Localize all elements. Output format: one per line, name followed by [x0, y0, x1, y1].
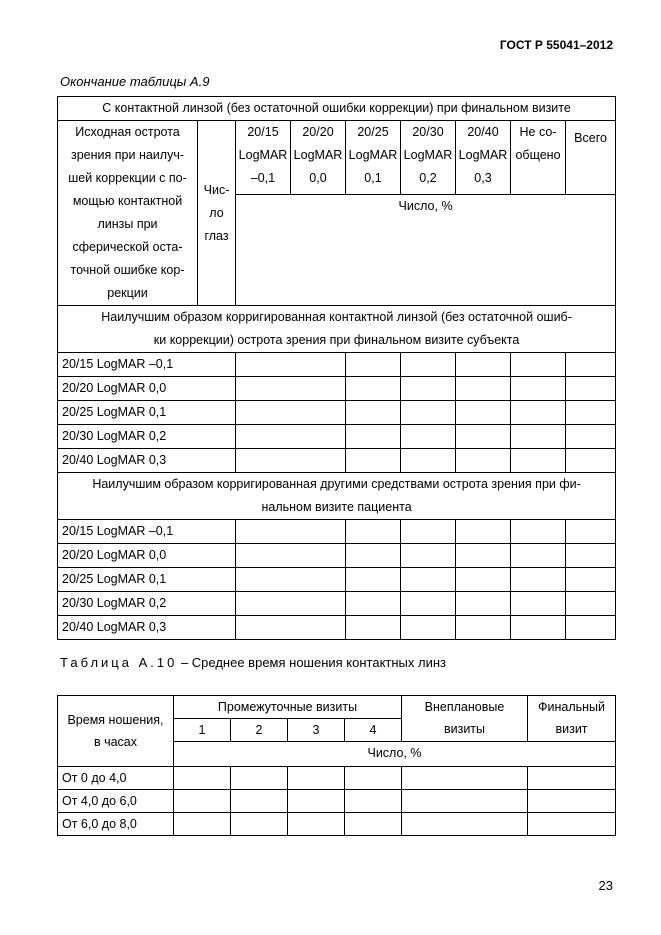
col-header-not-reported: Не со- общено	[511, 121, 566, 195]
table-row-label: 20/40 LogMAR 0,3	[58, 616, 236, 640]
table-a10-label: Таблица А.10	[60, 655, 178, 670]
table-row-label: От 6,0 до 8,0	[58, 813, 174, 836]
interim-visit-number: 2	[231, 719, 288, 742]
wear-time-header: Время ношения, в часах	[58, 696, 174, 767]
document-standard-number: ГОСТ Р 55041–2012	[499, 38, 613, 52]
row-header-line: шей коррекции с по-	[68, 171, 187, 185]
table-a9-caption: Окончание таблицы А.9	[60, 74, 210, 89]
table-a10	[57, 695, 616, 836]
interim-visit-number: 3	[288, 719, 345, 742]
interim-visits-header: Промежуточные визиты	[174, 696, 402, 719]
eye-count-line: глаз	[204, 228, 229, 243]
row-header-line: Исходная острота	[75, 125, 180, 139]
row-header-cell	[58, 121, 198, 306]
col-header-20-20: 20/20 LogMAR 0,0	[291, 121, 346, 195]
final-visit-header: Финальный визит	[528, 696, 616, 742]
row-header-line: точной ошибке кор-	[70, 263, 185, 277]
table-a9-top-title: С контактной линзой (без остаточной ошибки коррекции) при финальном визите	[58, 97, 616, 121]
table-row-label: 20/25 LogMAR 0,1	[58, 401, 236, 425]
table-row-label: 20/40 LogMAR 0,3	[58, 449, 236, 473]
table-row-label: 20/20 LogMAR 0,0	[58, 544, 236, 568]
row-header-line: линзы при	[97, 217, 158, 231]
col-header-20-25: 20/25 LogMAR 0,1	[346, 121, 401, 195]
row-header-line: мощью контактной	[72, 194, 183, 208]
eye-count-line: ло	[209, 205, 224, 220]
col-header-20-15: 20/15 LogMAR –0,1	[236, 121, 291, 195]
table-row-label: 20/25 LogMAR 0,1	[58, 568, 236, 592]
col-header-total: Всего	[566, 121, 616, 195]
table-a10-caption	[60, 655, 446, 670]
table-row-label: 20/30 LogMAR 0,2	[58, 425, 236, 449]
interim-visit-number: 4	[345, 719, 402, 742]
table-row-label: 20/15 LogMAR –0,1	[58, 520, 236, 544]
section-1-title: Наилучшим образом корригированная контактной линзой (без остаточной ошиб- ки коррекции) острота зрения при финальном визите субъекта	[58, 306, 616, 353]
unplanned-visits-header: Внеплановые визиты	[402, 696, 528, 742]
eye-count-line: Чис-	[203, 182, 230, 197]
eye-count-header	[198, 121, 236, 306]
row-header-line: сферической оста-	[72, 240, 183, 254]
row-header-line: рекции	[107, 286, 148, 300]
number-percent-label: Число, %	[174, 742, 616, 767]
interim-visit-number: 1	[174, 719, 231, 742]
table-row-label: 20/30 LogMAR 0,2	[58, 592, 236, 616]
table-row-label: 20/15 LogMAR –0,1	[58, 353, 236, 377]
table-row-label: От 0 до 4,0	[58, 767, 174, 790]
col-header-20-30: 20/30 LogMAR 0,2	[401, 121, 456, 195]
table-row-label: 20/20 LogMAR 0,0	[58, 377, 236, 401]
section-2-title: Наилучшим образом корригированная другими средствами острота зрения при фи- нальном визите пациента	[58, 473, 616, 520]
page-number: 23	[598, 878, 613, 893]
number-percent-label: Число, %	[236, 195, 616, 306]
row-header-line: зрения при наилуч-	[71, 148, 184, 162]
col-header-20-40: 20/40 LogMAR 0,3	[456, 121, 511, 195]
table-a9	[57, 96, 616, 640]
table-a10-title: – Среднее время ношения контактных линз	[177, 655, 446, 670]
table-row-label: От 4,0 до 6,0	[58, 790, 174, 813]
